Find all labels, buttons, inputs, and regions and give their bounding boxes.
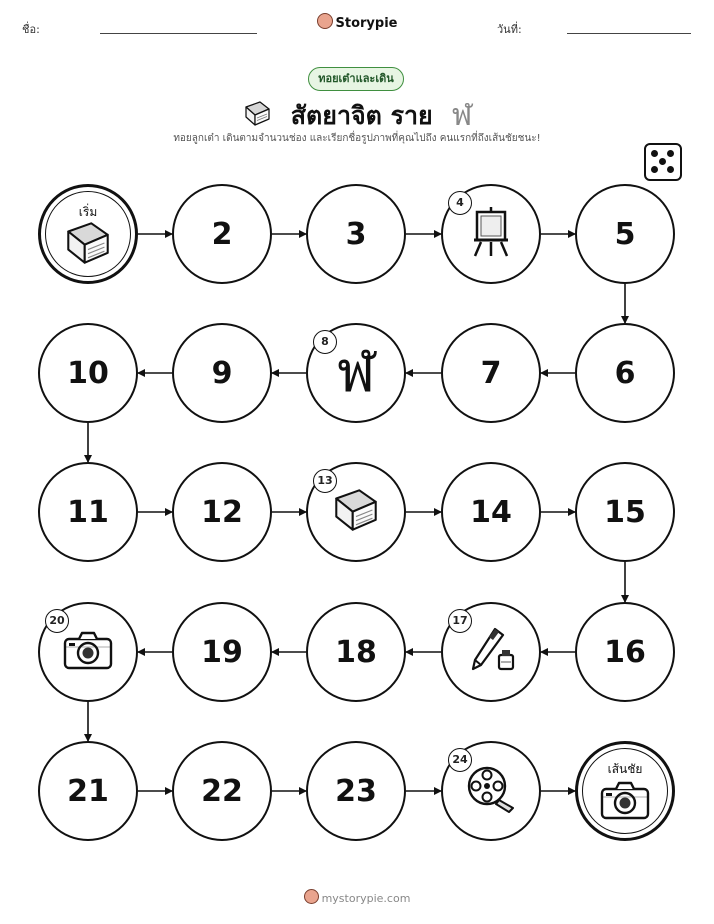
cell-number: 15 (604, 494, 646, 530)
board-cell (306, 602, 406, 702)
pen-ink-icon (465, 625, 517, 679)
cell-badge: 13 (313, 469, 337, 493)
footer (0, 889, 714, 905)
board-cell (38, 462, 138, 562)
board-cell (441, 602, 541, 702)
cell-badge: 8 (313, 330, 337, 354)
board-cell (38, 184, 138, 284)
board-cell (575, 602, 675, 702)
cell-number: 10 (67, 355, 109, 391)
camera-icon (600, 780, 650, 824)
cell-number: 6 (614, 355, 636, 391)
cell-number: 12 (201, 494, 243, 530)
board-cell (172, 323, 272, 423)
cell-number: 21 (67, 773, 109, 809)
cell-number: 7 (480, 355, 502, 391)
board-cell (575, 462, 675, 562)
board-cell (172, 741, 272, 841)
cell-number: 16 (604, 634, 646, 670)
board-cell (38, 741, 138, 841)
title-letter: ฬ (451, 98, 473, 133)
board-cell (306, 184, 406, 284)
board-cell (441, 184, 541, 284)
instructions: ทอยลูกเต๋า เดินตามจำนวนช่อง และเรียกชื่อรูปภาพที่คุณไปถึง คนแรกที่ถึงเส้นชัยชนะ! (173, 133, 541, 144)
name-label: ชื่อ: (22, 23, 40, 36)
brand-name: Storypie (335, 16, 398, 31)
cell-number: 14 (470, 494, 512, 530)
board-cell (172, 184, 272, 284)
cell-number: 2 (211, 216, 233, 252)
date-label: วันที่: (497, 23, 522, 36)
footer-url: mystorypie.com (321, 892, 411, 905)
board-cell (306, 323, 406, 423)
cell-badge: 20 (45, 609, 69, 633)
finish-label: เส้นชัย (607, 762, 643, 776)
activity-badge: ทอยเต๋าและเดิน (308, 67, 404, 91)
camera-icon (63, 630, 113, 674)
cell-number: 11 (67, 494, 109, 530)
board-cell (575, 741, 675, 841)
page-title: สัตยาจิต ราย (290, 100, 433, 130)
book-icon (63, 220, 113, 270)
cell-badge: 17 (448, 609, 472, 633)
cell-number: 9 (211, 355, 233, 391)
cell-number: 18 (335, 634, 377, 670)
board-cell (172, 462, 272, 562)
book-icon (331, 487, 381, 537)
cell-number: 3 (345, 216, 367, 252)
cell-number: 19 (201, 634, 243, 670)
board-cell (441, 323, 541, 423)
cell-letter: ฬ (336, 339, 376, 405)
cell-number: 5 (614, 216, 636, 252)
start-label: เริ่ม (78, 205, 98, 219)
bear-icon (304, 889, 319, 904)
board-cell (441, 741, 541, 841)
cell-badge: 4 (448, 191, 472, 215)
board-cell (441, 462, 541, 562)
board-cell (172, 602, 272, 702)
easel-icon (468, 206, 514, 262)
cell-number: 22 (201, 773, 243, 809)
cell-badge: 24 (448, 748, 472, 772)
board-cell (38, 323, 138, 423)
board-cell (575, 323, 675, 423)
board-cell (306, 741, 406, 841)
board-cell (575, 184, 675, 284)
cell-number: 23 (335, 773, 377, 809)
board-cell (306, 462, 406, 562)
board-cell (38, 602, 138, 702)
film-reel-icon (465, 764, 517, 818)
